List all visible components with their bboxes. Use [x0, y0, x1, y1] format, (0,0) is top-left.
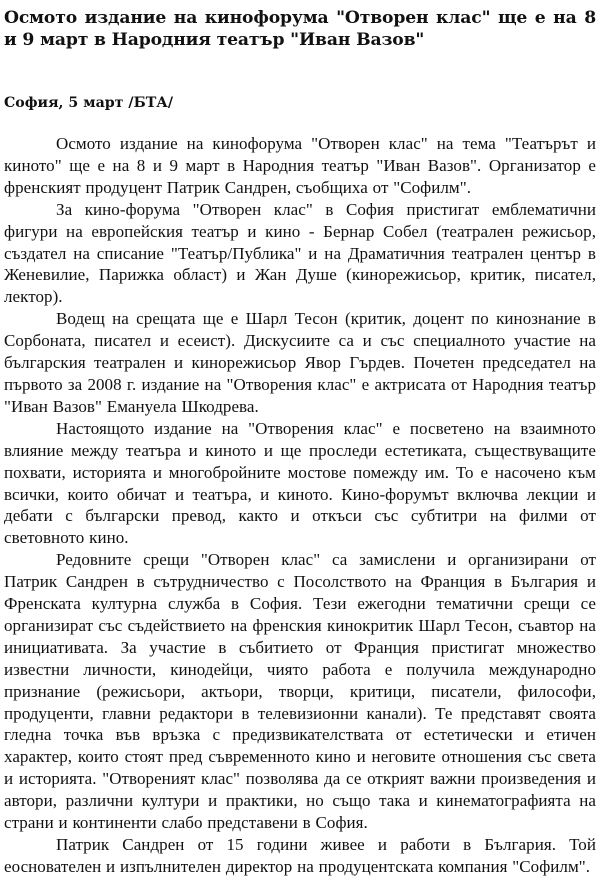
article-body — [4, 133, 596, 878]
article-paragraph: Патрик Сандрен от 15 години живее и работи в България. Той еоснователен и изпълнителен директор на продуцентската компания "Софилм". — [4, 835, 596, 876]
article-paragraph: Водещ на срещата ще е Шарл Тесон (критик, доцент по кинознание в Сорбоната, писател и есеист). Дискусиите са и със специалното участие на българския театрален и кинорежисьор Явор Гърдев. Почетен председател на първото за 2008 г. издание на "Отворения клас" е актрисата от Народния театър "Иван Вазов" Емануела Шкодрева. — [4, 309, 596, 416]
article-paragraph: Осмото издание на кинофорума "Отворен клас" на тема "Театърът и киното" ще е на 8 и 9 март в Народния театър "Иван Вазов". Организатор е френският продуцент Патрик Сандрен, съобщиха от "Софилм". — [4, 134, 596, 197]
article-paragraph: Редовните срещи "Отворен клас" са замислени и организирани от Патрик Сандрен в сътрудничество с Посолството на Франция в България и Френската културна служба в София. Тези ежегодни тематични срещи се организират със съдействието на френския кинокритик Шарл Тесон, съавтор на инициативата. За участие в събитието от Франция пристигат множество известни личности, кинодейци, чиято работа е получила международно признание (режисьори, актьори, творци, критици, писатели, философи, продуценти, главни редактори в телевизионни канали). Те представят своята гледна точка във връзка с предизвикателствата от естетически и етичен характер, които стоят пред съвременното кино и неговите отношения със света и историята. "Отвореният клас" позволява да се открият важни произведения и автори, различни култури и практики, но също така и кинематографията на страни и континенти слабо представени в София. — [4, 550, 596, 833]
article-title: Осмото издание на кинофорума "Отворен клас" ще е на 8 и 9 март в Народния театър "Иван Вазов" — [4, 8, 596, 50]
article-dateline: София, 5 март /БТА/ — [4, 95, 174, 111]
document-page — [4, 0, 596, 878]
article-paragraph: За кино-форума "Отворен клас" в София пристигат емблематични фигури на европейския театър и кино - Бернар Собел (театрален режисьор, създател на списание "Театър/Публика" и на Драматичния театрален център в Женевилие, Парижка област) и Жан Душе (кинорежисьор, критик, писател, лектор). — [4, 199, 596, 307]
article-paragraph: Настоящото издание на "Отворения клас" е посветено на взаимното влияние между театъра и киното и ще проследи естетиката, съществуващите похвати, историята и многобройните мостове помежду им. То е насочено към всички, които обичат и театъра, и киното. Кино-форумът включва лекции и дебати с български превод, както и откъси със субтитри на филми от световното кино. — [4, 418, 596, 548]
